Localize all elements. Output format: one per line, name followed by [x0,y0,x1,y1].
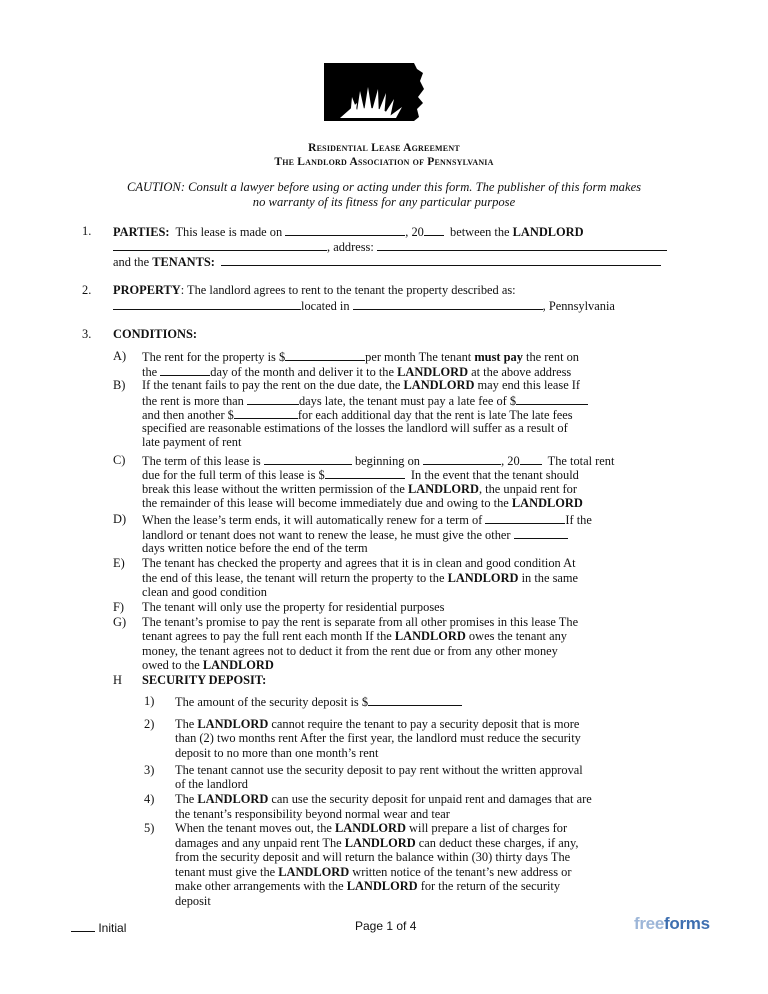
rent-due-day-field[interactable] [160,364,210,376]
deposit-item-3-line-1: The tenant cannot use the security deposit to pay rent without the written approval [175,763,583,777]
deposit-item-5-line-5: make other arrangements with the LANDLORD for the return of the security [175,879,561,893]
caution-line-1: CAUTION: Consult a lawyer before using or acting under this form. The publisher of this form makes [126,180,642,194]
condition-g-line-3: money, the tenant agrees not to deduct it from the rent due or from any other money [142,644,558,658]
deposit-item-2-line-2: than (2) two months rent After the first year, the landlord must reduce the security [175,731,581,745]
page-number: Page 1 of 4 [355,919,417,933]
deposit-item-3-marker: 3) [144,763,155,777]
deposit-item-2-line-3: deposit to no more than one month’s rent [175,746,379,760]
condition-g-line-1: The tenant’s promise to pay the rent is separate from all other promises in this lease The [142,615,579,629]
renewal-term-field[interactable] [485,512,565,524]
condition-c-line-3: break this lease without the written permission of the LANDLORD, the unpaid rent for [142,482,577,496]
landlord-address-field[interactable] [377,239,667,251]
initial-line: Initial [71,919,126,935]
deposit-item-3-line-2: of the landlord [175,777,248,791]
condition-d-line-2: landlord or tenant does not want to renew the lease, he must give the other [142,527,568,543]
deposit-item-1-marker: 1) [144,694,155,708]
section-2-line-2: located in , Pennsylvania [113,298,615,314]
lease-date-field[interactable] [285,224,405,236]
property-description-field[interactable] [113,298,301,310]
deposit-item-4-line-1: The LANDLORD can use the security deposit for unpaid rent and damages that are [175,792,592,806]
deposit-item-2-marker: 2) [144,717,155,731]
condition-f-line-1: The tenant will only use the property for residential purposes [142,600,445,614]
condition-e-line-3: clean and good condition [142,585,267,599]
deposit-item-5-line-4: tenant must give the LANDLORD written notice of the tenant’s new address or [175,865,572,879]
start-date-field[interactable] [423,453,501,465]
section-1-number: 1. [82,224,92,238]
deposit-item-2-line-1: The LANDLORD cannot require the tenant to pay a security deposit that is more [175,717,580,731]
deposit-item-5-line-1: When the tenant moves out, the LANDLORD will prepare a list of charges for [175,821,568,835]
pennsylvania-logo [322,61,426,125]
condition-e-line-2: the end of this lease, the tenant will return the property to the LANDLORD in the same [142,571,579,585]
total-rent-field[interactable] [325,467,405,479]
condition-b-marker: B) [113,378,126,392]
start-year-field[interactable] [520,453,542,465]
condition-d-line-1: When the lease’s term ends, it will automatically renew for a term of If the [142,513,592,527]
deposit-item-5-marker: 5) [144,821,155,835]
section-1-line-3: and the TENANTS: [113,254,661,270]
lease-term-field[interactable] [264,453,352,465]
condition-c-line-2: due for the full term of this lease is $ In the event that the tenant should [142,468,579,482]
condition-f-marker: F) [113,600,125,614]
late-days-field[interactable] [247,393,299,405]
deposit-item-4-line-2: the tenant’s responsibility beyond normal wear and tear [175,807,450,821]
deposit-item-1-line-1: The amount of the security deposit is $ [175,694,462,710]
deposit-amount-field[interactable] [368,694,462,706]
section-1-line-1: PARTIES: This lease is made on , 20 between the LANDLORD [113,225,584,239]
initial-field[interactable] [71,919,95,932]
section-2-number: 2. [82,283,92,297]
condition-g-marker: G) [113,615,127,629]
title-line-1: Residential Lease Agreement [308,142,460,154]
notice-days-field[interactable] [514,527,568,539]
condition-c-line-4: the remainder of this lease will become immediately due and owing to the LANDLORD [142,496,583,510]
deposit-item-4-marker: 4) [144,792,155,806]
section-1-line-2: , address: [113,239,667,255]
condition-b-line-4: specified are reasonable estimations of the losses the landlord will suffer as a result of [142,421,568,435]
condition-h-marker: H [113,673,122,687]
condition-b-line-2: the rent is more than days late, the tenant must pay a late fee of $ [142,393,588,409]
condition-e-line-1: The tenant has checked the property and agrees that it is in clean and good condition At [142,556,576,570]
freeforms-logo: freeforms [634,914,710,933]
tenants-name-field[interactable] [221,254,661,266]
condition-a-marker: A) [113,349,127,363]
section-3-label: CONDITIONS: [113,327,197,341]
property-location-field[interactable] [353,298,543,310]
deposit-item-5-line-6: deposit [175,894,211,908]
condition-c-line-1: The term of this lease is beginning on , 20 The total rent [142,454,615,468]
condition-c-marker: C) [113,453,126,467]
condition-a-line-1: The rent for the property is $ per month The tenant must pay the rent on [142,350,580,364]
security-deposit-label: SECURITY DEPOSIT: [142,673,267,687]
condition-d-line-3: days written notice before the end of the term [142,541,368,555]
late-fee-field[interactable] [516,393,588,405]
deposit-item-5-line-2: damages and any unpaid rent The LANDLORD can deduct these charges, if any, [175,836,579,850]
condition-a-line-2: the day of the month and deliver it to the LANDLORD at the above address [142,365,572,379]
condition-g-line-2: tenant agrees to pay the full rent each month If the LANDLORD owes the tenant any [142,629,567,643]
deposit-item-5-line-3: from the security deposit and will return the balance within (30) thirty days The [175,850,571,864]
title-line-2: The Landlord Association of Pennsylvania [274,156,494,168]
daily-late-fee-field[interactable] [234,407,298,419]
condition-d-marker: D) [113,512,127,526]
caution-line-2: no warranty of its fitness for any particular purpose [252,195,516,209]
rent-amount-field[interactable] [285,349,365,361]
condition-g-line-4: owed to the LANDLORD [142,658,274,672]
condition-b-line-1: If the tenant fails to pay the rent on the due date, the LANDLORD may end this lease If [142,378,581,392]
section-3-number: 3. [82,327,92,341]
lease-year-field[interactable] [424,224,444,236]
section-2-line-1: PROPERTY: The landlord agrees to rent to the tenant the property described as: [113,283,516,297]
condition-e-marker: E) [113,556,125,570]
condition-b-line-5: late payment of rent [142,435,242,449]
condition-b-line-3: and then another $ for each additional day that the rent is late The late fees [142,408,573,422]
landlord-name-field[interactable] [113,239,327,251]
